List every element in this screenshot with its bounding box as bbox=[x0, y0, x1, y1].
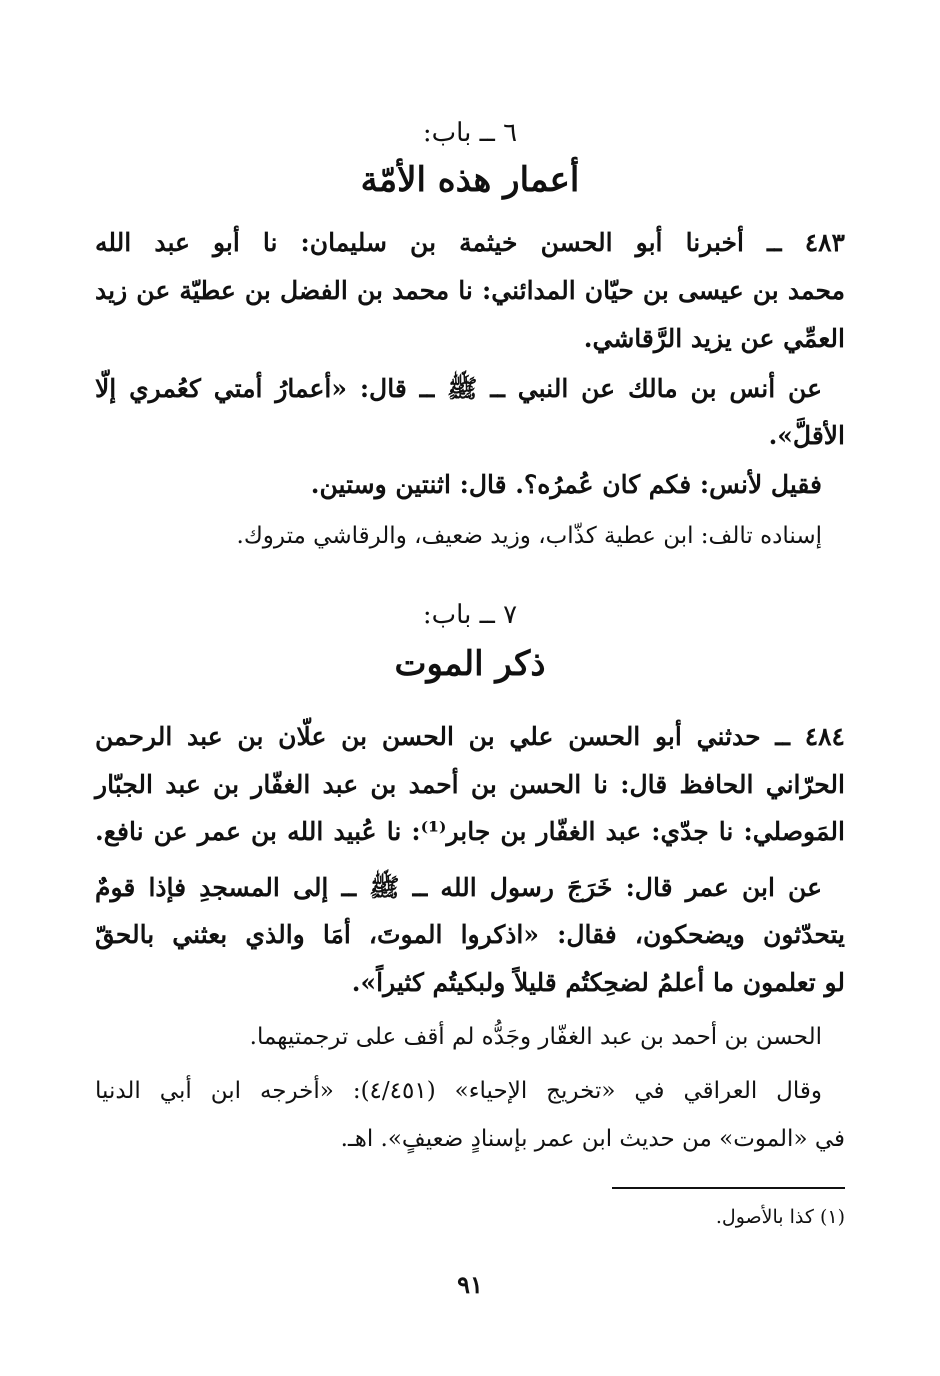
hadith-484-iraqi-line-2: في «الموت» من حديث ابن عمر بإسنادٍ ضعيفٍ». اهـ. bbox=[340, 1126, 845, 1152]
hadith-484-note: الحسن بن أحمد بن عبد الغفّار وجَدُّه لم أقف على ترجمتيهما. bbox=[249, 1024, 822, 1050]
hadith-483-isnad-line-2: محمد بن عيسى بن حيّان المدائني: نا محمد بن الفضل بن عطيّة عن زيد bbox=[95, 276, 845, 305]
hadith-484-isnad-line-3: المَوصلي: نا جدّي: عبد الغفّار بن جابر⁽¹⁾: نا عُبيد الله بن عمر عن نافع. bbox=[95, 817, 845, 846]
hadith-483-followup: فقيل لأنس: فكم كان عُمرُه؟. قال: اثنتين وستين. bbox=[310, 470, 822, 499]
hadith-484-matn-line-1: عن ابن عمر قال: خَرَجَ رسول الله ــ ﷺ ــ إلى المسجدِ فإذا قومٌ bbox=[95, 873, 822, 902]
hadith-483-matn-line-2: الأقلَّ». bbox=[768, 421, 845, 450]
page-number: ٩١ bbox=[457, 1270, 483, 1299]
hadith-483-matn-line-1: عن أنس بن مالك عن النبي ــ ﷺ ــ قال: «أعمارُ أمتي كعُمري إلّا bbox=[95, 374, 822, 403]
hadith-484-matn-line-3: لو تعلمون ما أعلمُ لضحِكتُم قليلاً ولبكيتُم كثيراً». bbox=[351, 968, 845, 997]
chapter-6-heading: ٦ ــ باب: bbox=[422, 118, 518, 148]
footnote-1: (١) كذا بالأصول. bbox=[715, 1206, 845, 1228]
chapter-7-title: ذكر الموت bbox=[394, 644, 546, 684]
hadith-484-isnad-line-1: ٤٨٤ ــ حدثني أبو الحسن علي بن الحسن بن علّان بن عبد الرحمن bbox=[95, 722, 845, 751]
hadith-484-isnad-line-2: الحرّاني الحافظ قال: نا الحسن بن أحمد بن عبد الغفّار بن عبد الجبّار bbox=[95, 770, 845, 799]
hadith-483-isnad-line-1: ٤٨٣ ــ أخبرنا أبو الحسن خيثمة بن سليمان: نا أبو عبد الله bbox=[95, 228, 845, 257]
chapter-6-title: أعمار هذه الأمّة bbox=[360, 160, 580, 200]
hadith-483-grading: إسناده تالف: ابن عطية كذّاب، وزيد ضعيف، والرقاشي متروك. bbox=[236, 523, 822, 549]
hadith-484-iraqi-line-1: وقال العراقي في «تخريج الإحياء» (٤/٤٥١): «أخرجه ابن أبي الدنيا bbox=[95, 1078, 823, 1104]
chapter-7-heading: ٧ ــ باب: bbox=[422, 600, 518, 630]
hadith-483-isnad-line-3: العمِّي عن يزيد الرَّقاشي. bbox=[583, 324, 845, 353]
footnote-divider bbox=[612, 1187, 845, 1189]
hadith-484-matn-line-2: يتحدّثون ويضحكون، فقال: «اذكروا الموتَ، أمَا والذي بعثني بالحقّ bbox=[95, 920, 845, 949]
